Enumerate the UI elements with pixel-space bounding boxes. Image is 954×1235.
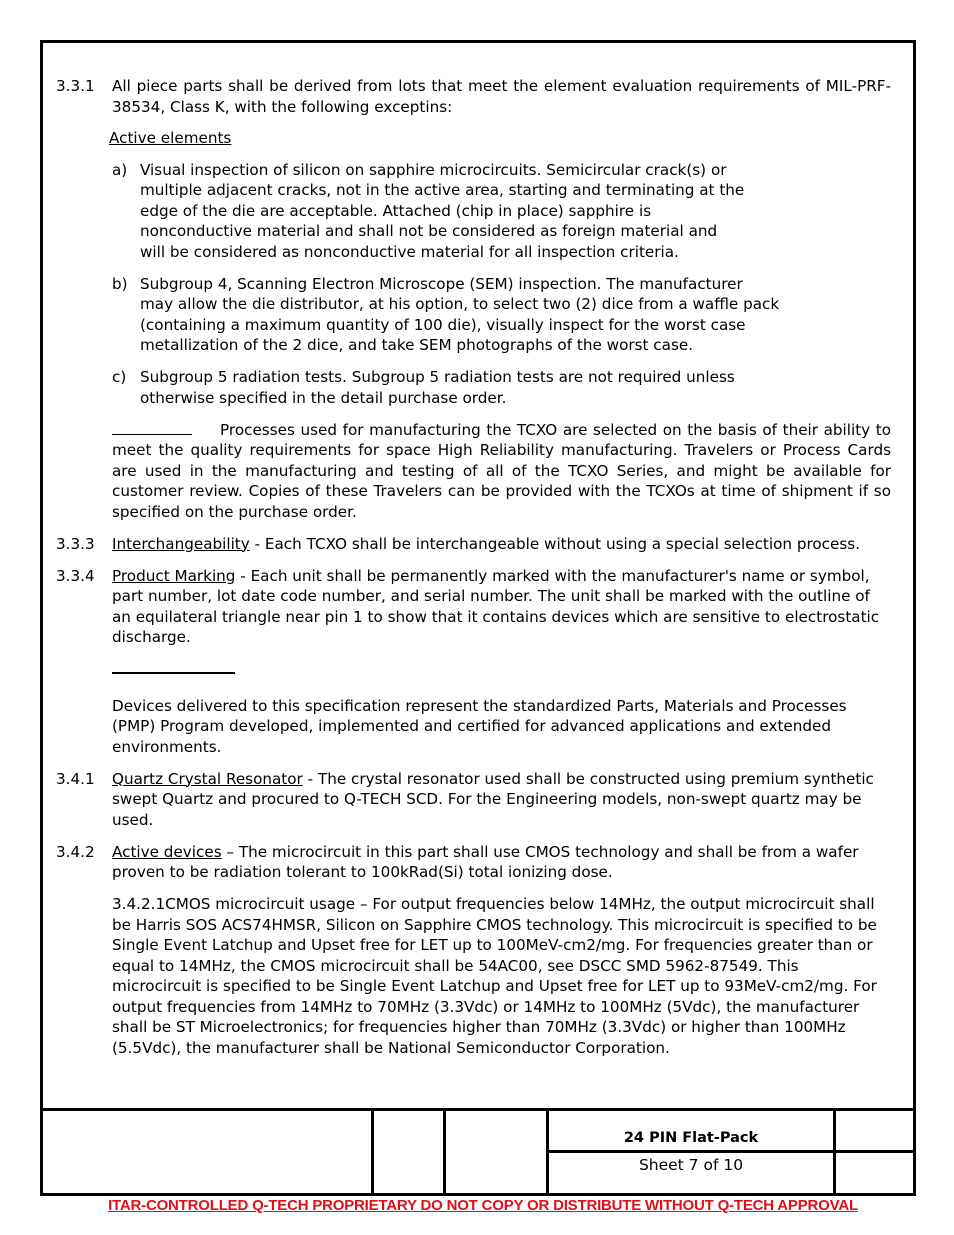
pmp-paragraph: Devices delivered to this specification represent the standardized Parts, Materials and Processes (PMP) Program developed, implemented and certified for advanced applications and extended environments. [112, 696, 847, 756]
title-block [40, 1108, 916, 1196]
document-title: 24 PIN Flat-Pack [623, 1130, 759, 1146]
itar-notice: ITAR-CONTROLLED Q-TECH PROPRIETARY DO NOT COPY OR DISTRIBUTE WITHOUT Q-TECH APPROVAL [108, 1197, 858, 1214]
blank-heading-line [112, 420, 192, 435]
section-3-3-1 [56, 76, 891, 117]
section-3-4-1: 3.4.1 Quartz Crystal Resonator - The crystal resonator used shall be constructed using premium synthetic swept Quartz and procured to Q-TECH SCD. For the Engineering models, non-swept quartz may be used. [56, 769, 874, 829]
active-elements-heading: Active elements [109, 128, 232, 147]
section-3-3-3: 3.3.3 Interchangeability - Each TCXO shall be interchangeable without using a special selection process. [56, 534, 861, 553]
list-item-b: b) Subgroup 4, Scanning Electron Microscope (SEM) inspection. The manufacturer may allow the die distributor, at his option, to select two (2) dice from a waffle pack (containing a maximum quantity of 100 die), visually inspect for the worst case metallization of the 2 dice, and take SEM photographs of the worst case. [112, 274, 780, 354]
list-item-a: a) Visual inspection of silicon on sapphire microcircuits. Semicircular crack(s) or multiple adjacent cracks, not in the active area, starting and terminating at the edge of the die are acceptable. Attached (chip in place) sapphire is nonconductive material and shall not be considered as foreign material and will be considered as nonconductive material for all inspection criteria. [112, 160, 745, 261]
section-number: 3.3.1 [56, 77, 95, 95]
section-divider [112, 672, 235, 674]
section-3-3-4: 3.3.4 Product Marking - Each unit shall be permanently marked with the manufacturer's name or symbol, part number, lot date code number, and serial number. The unit shall be marked with the outline of an equilateral triangle near pin 1 to show that it contains devices which are sensitive to electrostatic discharge. [56, 566, 880, 646]
sheet-number: Sheet 7 of 10 [638, 1156, 744, 1174]
section-text: All piece parts shall be derived from lots that meet the element evaluation requirements of MIL-PRF-38534, Class K, with the following exceptins: [112, 77, 891, 116]
processes-paragraph: Processes used for manufacturing the TCXO are selected on the basis of their ability to meet the quality requirements for space High Reliability manufacturing. Travelers or Process Cards are used in the manufacturing and testing of all of the TCXO Series, and might be available for customer review. Copies of these Travelers can be provided with the TCXOs at time of shipment if so specified on the purchase order. [112, 420, 891, 521]
section-3-4-2: 3.4.2 Active devices – The microcircuit in this part shall use CMOS technology and shall be from a wafer proven to be radiation tolerant to 100kRad(Si) total ionizing dose. [56, 842, 859, 881]
section-3-4-2-1: 3.4.2.1CMOS microcircuit usage – For output frequencies below 14MHz, the output microcircuit shall be Harris SOS ACS74HMSR, Silicon on Sapphire CMOS technology. This microcircuit is specified to be Single Event Latchup and Upset free for LET up to 100MeV-cm2/mg. For frequencies greater than or equal to 14MHz, the CMOS microcircuit shall be 54AC00, see DSCC SMD 5962-87549. This microcircuit is specified to be Single Event Latchup and Upset free for LET up to 93MeV-cm2/mg. For output frequencies from 14MHz to 70MHz (3.3Vdc) or 14MHz to 100MHz (5Vdc), the manufacturer shall be ST Microelectronics; for frequencies higher than 70MHz (3.3Vdc) or higher than 100MHz (5.5Vdc), the manufacturer shall be National Semiconductor Corporation. [112, 895, 877, 1057]
document-body [56, 76, 891, 1070]
list-item-c: c) Subgroup 5 radiation tests. Subgroup 5 radiation tests are not required unless otherwise specified in the detail purchase order. [112, 368, 735, 407]
